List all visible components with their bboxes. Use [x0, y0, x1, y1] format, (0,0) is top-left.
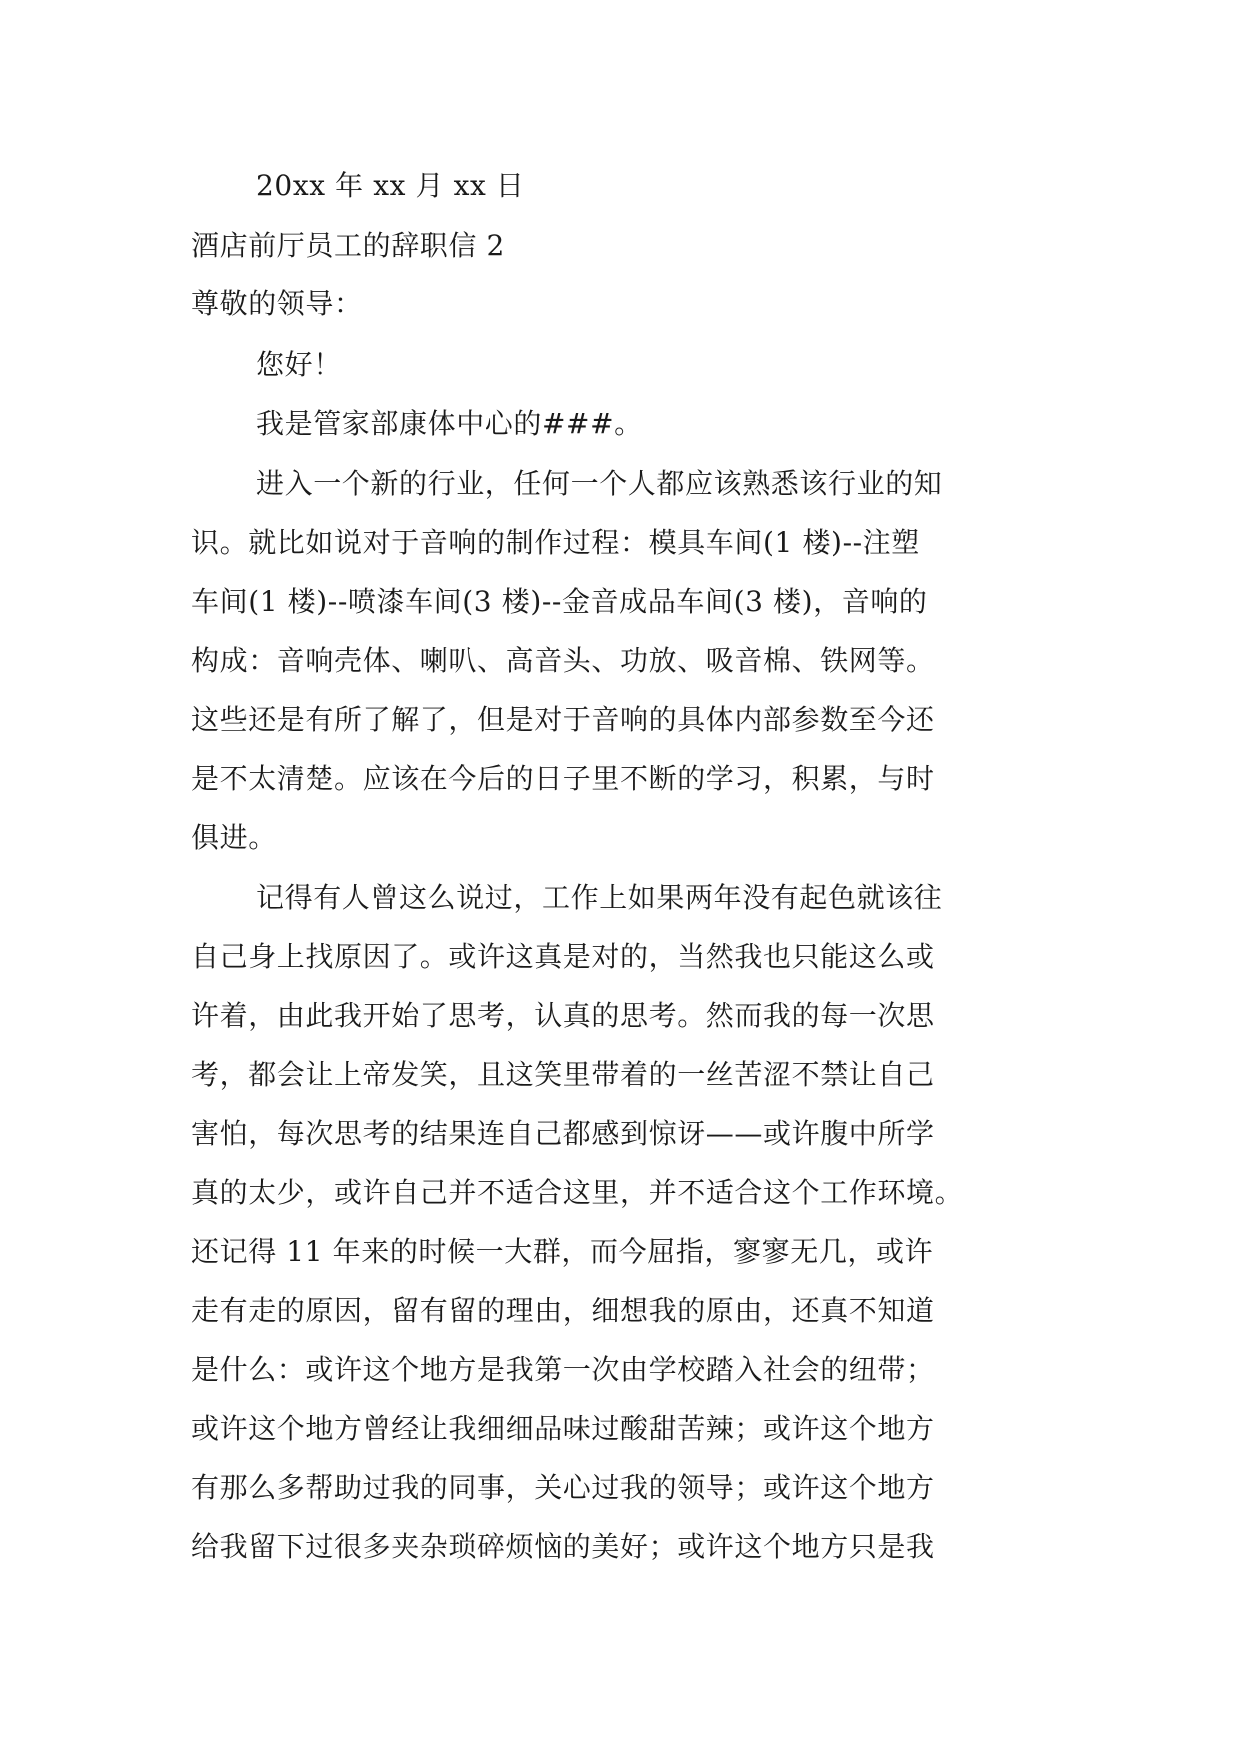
paragraph1-line: 识。就比如说对于音响的制作过程：模具车间(1 楼)--注塑 [191, 526, 920, 559]
paragraph2-line: 是什么：或许这个地方是我第一次由学校踏入社会的纽带； [191, 1353, 935, 1386]
paragraph1-line: 进入一个新的行业，任何一个人都应该熟悉该行业的知 [256, 467, 943, 500]
paragraph2-line: 记得有人曾这么说过，工作上如果两年没有起色就该往 [256, 881, 943, 914]
date-line: 20xx 年 xx 月 xx 日 [256, 169, 525, 202]
letter-title: 酒店前厅员工的辞职信 2 [191, 229, 505, 262]
paragraph2-line: 还记得 11 年来的时候一大群，而今屈指，寥寥无几，或许 [191, 1235, 934, 1268]
paragraph1-line: 构成：音响壳体、喇叭、高音头、功放、吸音棉、铁网等。 [191, 644, 935, 677]
paragraph2-line: 自己身上找原因了。或许这真是对的，当然我也只能这么或 [191, 940, 935, 973]
paragraph1-line: 是不太清楚。应该在今后的日子里不断的学习，积累，与时 [191, 762, 935, 795]
paragraph2-line: 害怕，每次思考的结果连自己都感到惊讶——或许腹中所学 [191, 1117, 935, 1150]
paragraph2-line: 给我留下过很多夹杂琐碎烦恼的美好；或许这个地方只是我 [191, 1530, 935, 1563]
paragraph1-line: 车间(1 楼)--喷漆车间(3 楼)--金音成品车间(3 楼)，音响的 [191, 585, 928, 618]
paragraph2-line: 有那么多帮助过我的同事，关心过我的领导；或许这个地方 [191, 1471, 935, 1504]
paragraph2-line: 或许这个地方曾经让我细细品味过酸甜苦辣；或许这个地方 [191, 1412, 935, 1445]
paragraph1-line: 俱进。 [191, 821, 277, 854]
paragraph2-line: 许着，由此我开始了思考，认真的思考。然而我的每一次思 [191, 999, 935, 1032]
paragraph2-line: 考，都会让上帝发笑，且这笑里带着的一丝苦涩不禁让自己 [191, 1058, 935, 1091]
greeting: 您好！ [256, 348, 342, 381]
paragraph1-line: 这些还是有所了解了，但是对于音响的具体内部参数至今还 [191, 703, 935, 736]
paragraph2-line: 真的太少，或许自己并不适合这里，并不适合这个工作环境。 [191, 1176, 964, 1209]
salutation: 尊敬的领导： [191, 287, 363, 320]
paragraph2-line: 走有走的原因，留有留的理由，细想我的原由，还真不知道 [191, 1294, 935, 1327]
intro-line: 我是管家部康体中心的###。 [256, 407, 643, 440]
